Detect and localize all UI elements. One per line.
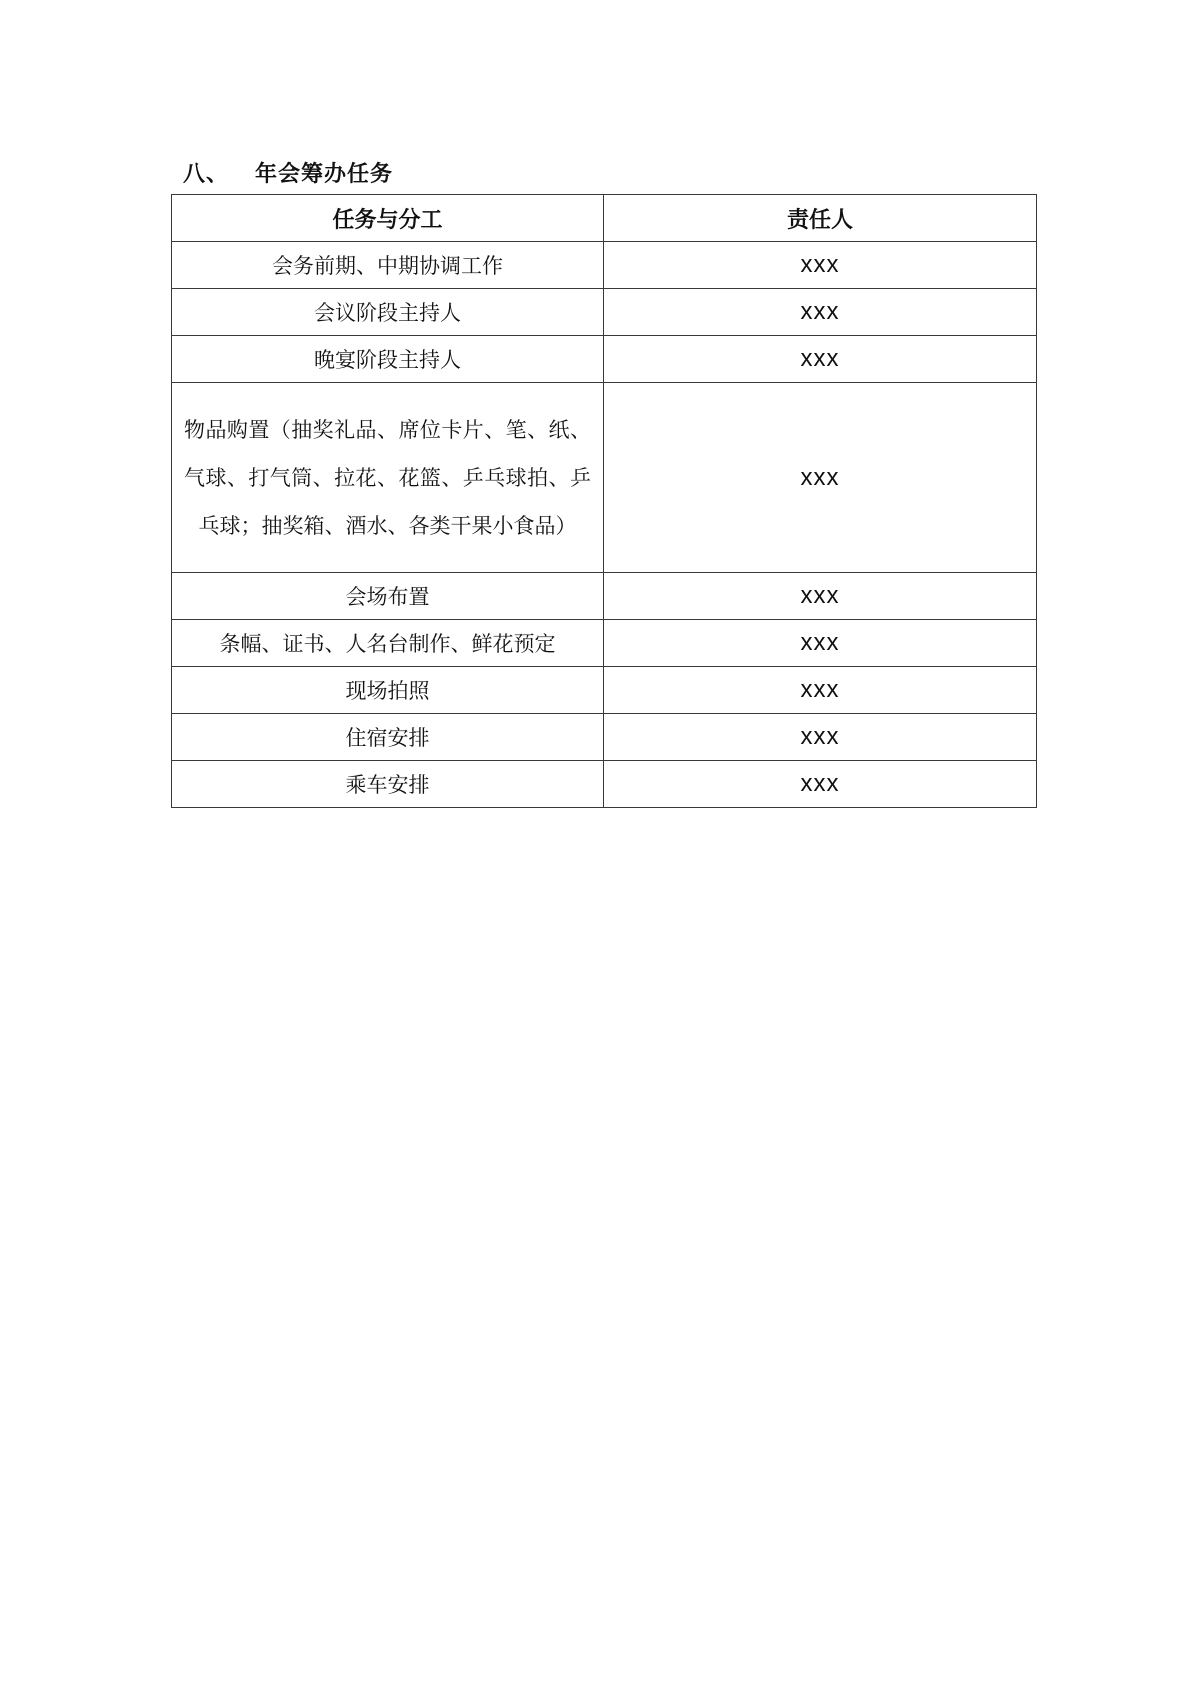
- table-row: [172, 336, 1037, 383]
- section-number: 八、: [183, 161, 230, 187]
- table-row: [172, 620, 1037, 667]
- owner-cell: xxx: [604, 289, 1037, 336]
- task-cell: 会场布置: [172, 573, 604, 620]
- task-assignment-table: [171, 194, 1037, 808]
- table-row: [172, 667, 1037, 714]
- task-cell: 会务前期、中期协调工作: [172, 242, 604, 289]
- owner-cell: xxx: [604, 761, 1037, 808]
- task-cell: 住宿安排: [172, 714, 604, 761]
- owner-cell: xxx: [604, 242, 1037, 289]
- task-cell: 乘车安排: [172, 761, 604, 808]
- owner-cell: xxx: [604, 714, 1037, 761]
- header-task: 任务与分工: [172, 195, 604, 242]
- table-row: [172, 714, 1037, 761]
- table-header-row: [172, 195, 1037, 242]
- task-cell: 条幅、证书、人名台制作、鲜花预定: [172, 620, 604, 667]
- owner-cell: xxx: [604, 336, 1037, 383]
- table-row: [172, 573, 1037, 620]
- task-cell: 现场拍照: [172, 667, 604, 714]
- owner-cell: xxx: [604, 667, 1037, 714]
- header-owner: 责任人: [604, 195, 1037, 242]
- table-row: [172, 289, 1037, 336]
- task-cell: 会议阶段主持人: [172, 289, 604, 336]
- table-row: [172, 383, 1037, 573]
- section-title: 年会筹办任务: [255, 161, 394, 187]
- owner-cell: xxx: [604, 573, 1037, 620]
- table-row: [172, 761, 1037, 808]
- section-heading: [183, 152, 393, 192]
- owner-cell: xxx: [604, 620, 1037, 667]
- table-row: [172, 242, 1037, 289]
- task-cell: 晚宴阶段主持人: [172, 336, 604, 383]
- owner-cell: xxx: [604, 383, 1037, 573]
- task-cell: 物品购置（抽奖礼品、席位卡片、笔、纸、气球、打气筒、拉花、花篮、乒乓球拍、乒乓球；抽奖箱、酒水、各类干果小食品）: [172, 383, 604, 573]
